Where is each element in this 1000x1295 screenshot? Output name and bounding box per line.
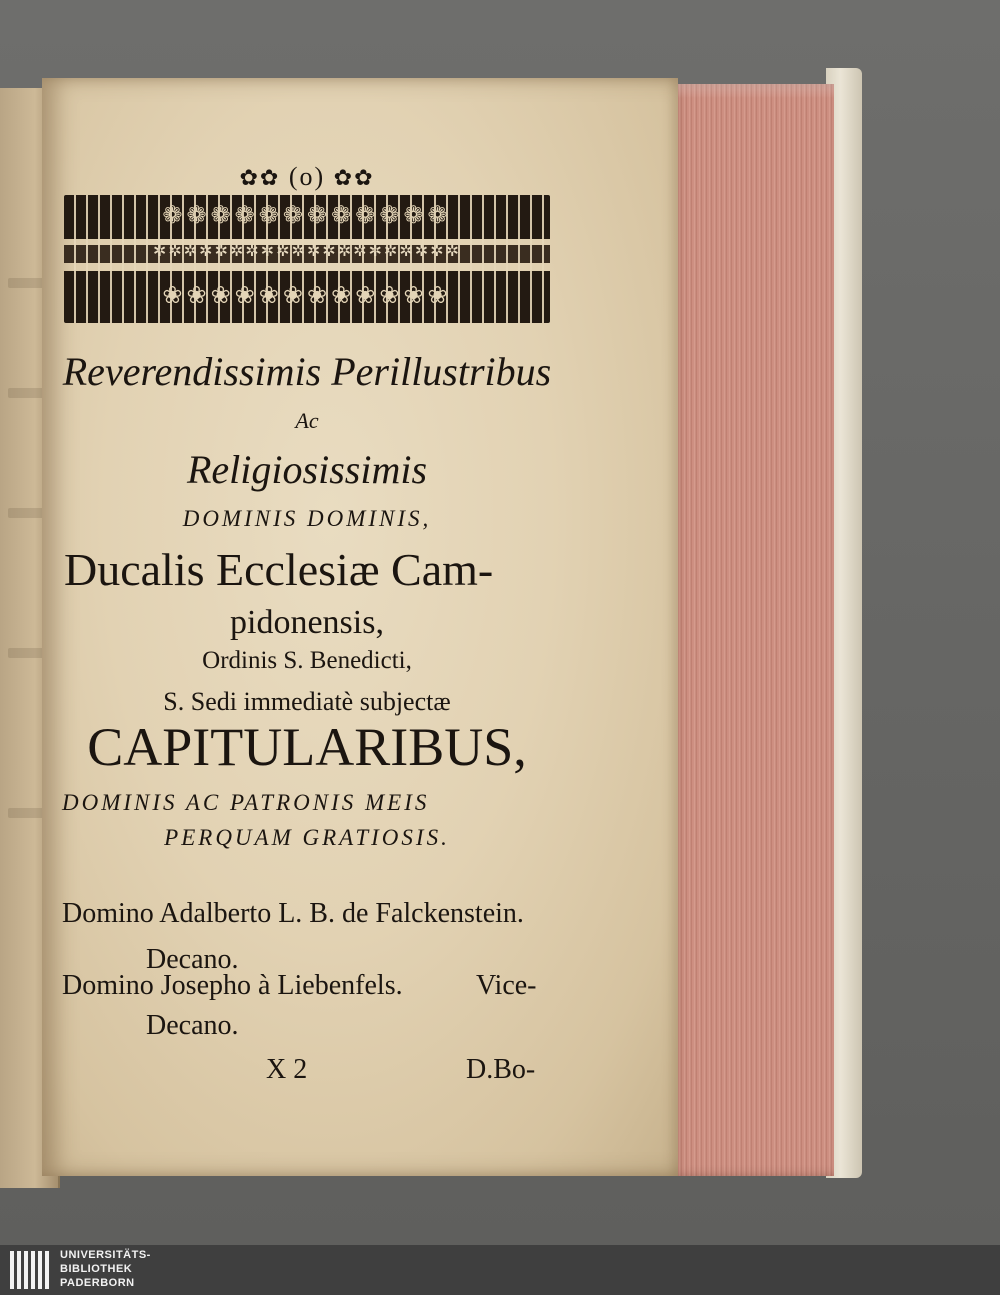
library-logo-icon xyxy=(10,1251,50,1289)
dedication-line: Ordinis S. Benedicti, xyxy=(202,647,412,674)
dedication-line: S. Sedi immediatè subjectæ xyxy=(163,687,451,716)
library-name-line: BIBLIOTHEK xyxy=(60,1263,133,1275)
headpiece-ornament xyxy=(64,195,550,323)
dedication-line: DOMINIS AC PATRONIS MEIS xyxy=(62,790,430,815)
dedicatee-title: Decano. xyxy=(146,1010,239,1041)
ornament-band-bottom: ❀❀❀❀❀❀❀❀❀❀❀❀ xyxy=(162,281,452,309)
dedication-line: Religiosissimis xyxy=(186,447,428,492)
ornament-band-top: ❁❁❁❁❁❁❁❁❁❁❁❁ xyxy=(162,201,452,229)
header-ornament-right: ✿✿ xyxy=(333,165,375,190)
dedicatee-title: Decano. xyxy=(146,944,239,975)
dedication-line: DOMINIS DOMINIS, xyxy=(182,506,432,531)
dedication-line: PERQUAM GRATIOSIS. xyxy=(164,825,450,850)
dedication-line: Reverendissimis Perillustribus xyxy=(62,349,552,394)
page-header xyxy=(62,162,552,192)
library-footer xyxy=(0,1245,1000,1295)
dedication-line: Ducalis Ecclesiæ Cam- xyxy=(64,544,494,595)
library-name xyxy=(60,1248,151,1290)
dedication-line: pidonensis, xyxy=(230,604,384,641)
dedication-heading: CAPITULARIBUS, xyxy=(87,717,527,777)
dedicatee-entry: Domino Josepho à Liebenfels. xyxy=(62,970,403,1001)
library-name-line: PADERBORN xyxy=(60,1277,135,1289)
page-edges xyxy=(668,84,834,1176)
dedicatee-entry: Domino Adalberto L. B. de Falckenstein. xyxy=(62,898,524,929)
ornament-band-middle: ✲✲✲✲✲✲✲✲✲✲✲✲✲✲✲✲✲✲✲✲ xyxy=(152,241,462,260)
catchword: D.Bo- xyxy=(466,1054,536,1085)
signature-mark: X 2 xyxy=(266,1054,308,1085)
header-ornament-left: ✿✿ xyxy=(239,165,281,190)
dedicatee-title: Vice- xyxy=(476,970,537,1001)
dedication-line: Ac xyxy=(295,408,319,433)
folio-mark: (o) xyxy=(288,162,326,191)
library-name-line: UNIVERSITÄTS- xyxy=(60,1249,151,1261)
